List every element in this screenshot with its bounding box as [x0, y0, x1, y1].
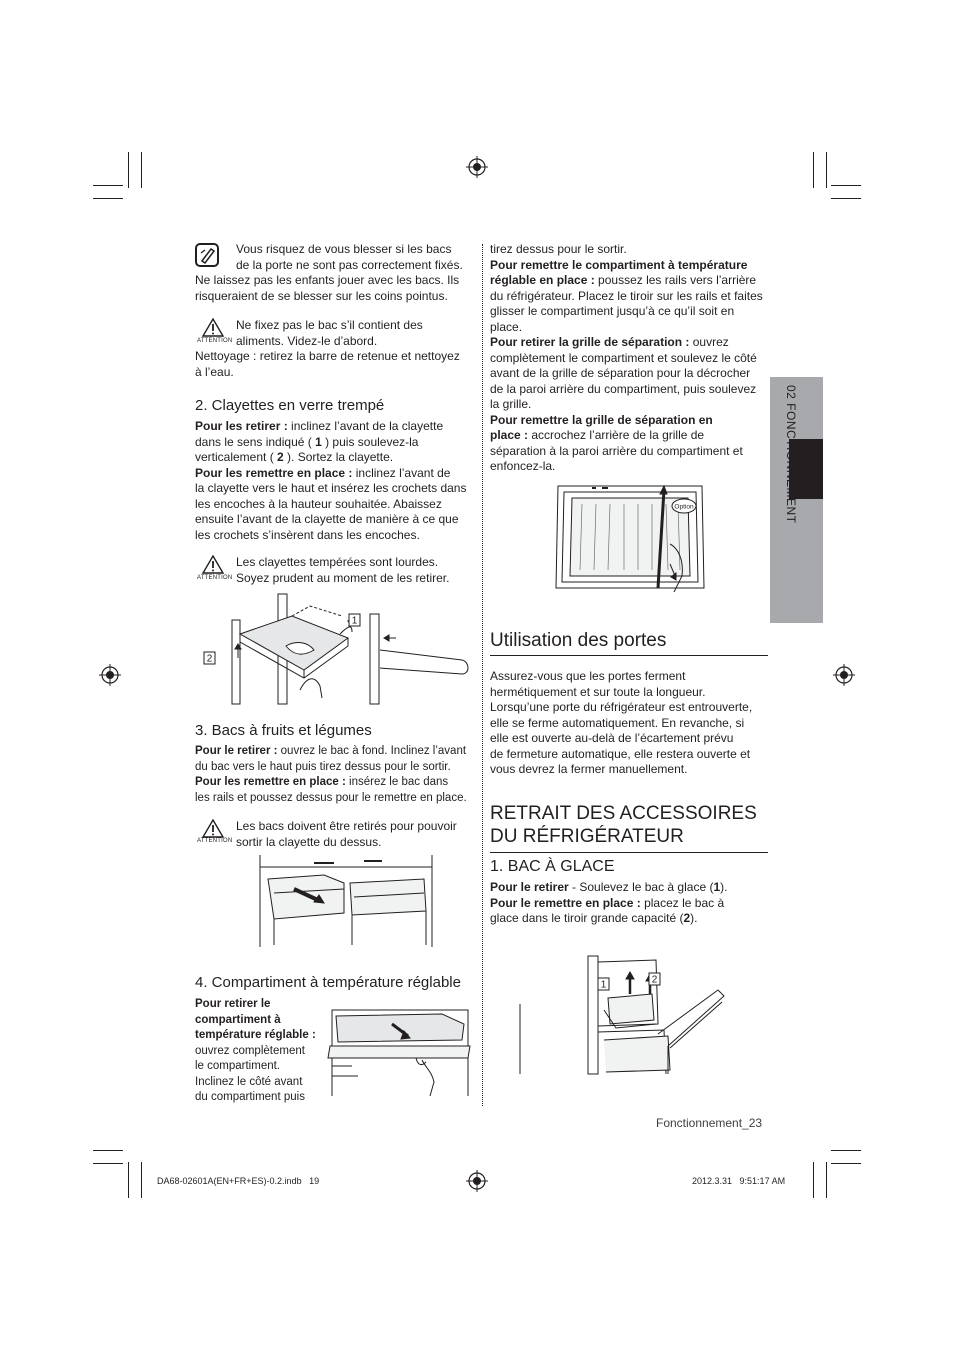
body-text: elle se ferme automatiquement. En revanche, si	[490, 715, 745, 730]
title-rule	[490, 852, 768, 853]
note-line: Ne laissez pas les enfants jouer avec les bacs. Ils	[195, 273, 460, 287]
registration-mark-icon	[466, 1170, 488, 1192]
body-text: Lorsqu’une porte du réfrigérateur est entrouverte,	[490, 700, 753, 714]
step-number: 2	[683, 911, 691, 925]
caution-line: Ne fixez pas le bac s’il contient des	[236, 318, 423, 332]
caution-label: ATTENTION	[197, 575, 233, 581]
file-info: DA68-02601A(EN+FR+ES)-0.2.indb 19	[157, 1176, 320, 1186]
body-text: - Soulevez le bac à glace (	[568, 880, 714, 894]
body-text: placez le bac à	[640, 895, 725, 910]
crop-mark	[826, 152, 827, 188]
caution-text	[236, 819, 457, 850]
body-text: la grille.	[490, 397, 532, 411]
body-text: insérez le bac dans	[345, 776, 449, 788]
body-text: du bac vers le haut puis tirez dessus pour le sortir.	[195, 760, 451, 773]
chapter-tab-label: 02 FONCTIONNEMENT	[784, 385, 798, 524]
crop-mark	[128, 1162, 129, 1198]
section-body	[490, 669, 770, 778]
crisper-drawer-illustration	[254, 853, 434, 948]
body-text: Assurez-vous que les portes ferment	[490, 669, 686, 683]
body-text: poussez les rails vers l’arrière	[594, 273, 757, 287]
caution-line: Les clayettes tempérées sont lourdes.	[236, 555, 439, 569]
caution-label: ATTENTION	[197, 338, 233, 344]
note-pencil-icon	[195, 243, 219, 267]
bold-label: Pour le retirer :	[195, 745, 278, 757]
crop-mark	[93, 1150, 123, 1151]
compartment-illustration	[322, 1006, 472, 1098]
body-text: les crochets s’insèrent dans les encoches.	[195, 527, 420, 542]
body-text: du compartiment puis	[195, 1091, 305, 1103]
step-number: 1	[713, 880, 721, 894]
bold-label: Pour les retirer :	[195, 419, 288, 433]
crop-mark	[813, 152, 814, 188]
section-body	[195, 744, 480, 806]
body-text: hermétiquement et sur toute la longueur.	[490, 684, 706, 699]
note-line: de la porte ne sont pas correctement fixés.	[236, 257, 463, 272]
section-title: 1. BAC À GLACE	[490, 858, 615, 875]
body-text: avant de la grille de séparation pour la décrocher	[490, 366, 751, 380]
body-text: complètement le compartiment et soulevez le côté	[490, 350, 757, 365]
crop-mark	[831, 1163, 861, 1164]
crop-mark	[831, 1150, 861, 1151]
caution-label: ATTENTION	[197, 838, 233, 844]
step-number: 1	[315, 434, 322, 449]
note-line: Vous risquez de vous blesser si les bacs	[236, 242, 452, 256]
ice-bin-illustration	[518, 954, 728, 1078]
chapter-title	[490, 802, 757, 848]
crop-mark	[831, 198, 861, 199]
bold-label: Pour remettre la grille de séparation en	[490, 412, 713, 427]
section-body	[490, 880, 770, 927]
figure-label: 2	[206, 653, 213, 665]
bold-label: Pour le retirer	[490, 880, 569, 894]
body-text: accrochez l’arrière de la grille de	[528, 428, 705, 442]
caution-line: aliments. Videz-le d’abord.	[236, 333, 378, 348]
body-text: dans le sens indiqué (	[195, 434, 316, 449]
option-tag: Option	[674, 503, 694, 511]
print-date: 2012.3.31 9:51:17 AM	[692, 1176, 786, 1186]
registration-mark-icon	[99, 664, 121, 686]
body-text: elle est ouverte au-delà de l’écartement prévu	[490, 731, 734, 745]
crop-mark	[831, 185, 861, 186]
section-body	[195, 419, 480, 543]
note-text-continued	[195, 273, 475, 304]
body-text: les rails et poussez dessus pour le remettre en place.	[195, 791, 467, 804]
crop-mark	[93, 1163, 123, 1164]
page-number: Fonctionnement_23	[656, 1116, 763, 1130]
caution-text	[236, 555, 449, 586]
body-text: glace dans le tiroir grande capacité (	[490, 911, 684, 925]
title-rule	[490, 655, 768, 656]
crop-mark	[141, 152, 142, 188]
body-text: ouvrez	[689, 335, 729, 349]
body-text: glisser le compartiment jusqu’à ce qu’il soit en	[490, 304, 735, 318]
section-title: 4. Compartiment à température réglable	[195, 974, 461, 991]
bold-label: Pour retirer la grille de séparation :	[490, 335, 690, 349]
bold-label: Pour les remettre en place :	[195, 776, 346, 788]
note-line: risqueraient de se blesser sur les coins pointus.	[195, 288, 448, 303]
body-text: séparation à la paroi arrière du compartiment et	[490, 443, 743, 458]
body-text: le compartiment.	[195, 1060, 281, 1072]
cleaning-line: Nettoyage : retirez la barre de retenue et nettoyez	[195, 349, 460, 363]
warning-triangle-icon	[202, 555, 224, 574]
crop-mark	[128, 152, 129, 188]
body-text: place.	[490, 319, 523, 334]
cleaning-line: à l’eau.	[195, 364, 234, 379]
figure-label: 2	[651, 974, 658, 986]
figure-label: 1	[351, 615, 358, 627]
bold-label: compartiment à	[195, 1013, 281, 1026]
bold-label: température réglable :	[195, 1029, 316, 1041]
divider-grid-illustration	[552, 484, 708, 596]
bold-label: réglable en place :	[490, 273, 595, 287]
caution-line: Les bacs doivent être retirés pour pouvoir	[236, 819, 457, 833]
body-text: tirez dessus pour le sortir.	[490, 242, 627, 256]
body-text: Inclinez le côté avant	[195, 1075, 303, 1088]
caution-text	[236, 318, 476, 349]
crop-mark	[813, 1162, 814, 1198]
registration-mark-icon	[466, 156, 488, 178]
section-title: 3. Bacs à fruits et légumes	[195, 722, 372, 739]
section-title: 2. Clayettes en verre trempé	[195, 397, 385, 414]
section-body-continued	[490, 242, 770, 475]
body-text: ouvrez complètement	[195, 1044, 305, 1057]
bold-label: Pour remettre le compartiment à température	[490, 257, 748, 272]
body-text: ). Sortez la clayette.	[283, 450, 394, 464]
body-text: de fermeture automatique, elle restera ouverte et	[490, 746, 751, 761]
crop-mark	[141, 1162, 142, 1198]
registration-mark-icon	[833, 664, 855, 686]
body-text: la clayette vers le haut et insérez les crochets dans	[195, 481, 467, 495]
body-text: ) puis soulevez-la	[321, 434, 419, 449]
chapter-title-line: RETRAIT DES ACCESSOIRES	[490, 803, 757, 824]
figure-label: 1	[600, 979, 607, 991]
body-text: ).	[720, 880, 728, 894]
body-text: inclinez l’avant de	[352, 465, 451, 480]
body-text: ).	[690, 911, 698, 925]
section-body	[195, 997, 325, 1106]
body-text: les encoches à la hauteur souhaitée. Abaissez	[195, 496, 442, 511]
crop-mark	[93, 185, 123, 186]
note-text	[236, 242, 476, 273]
warning-triangle-icon	[202, 318, 224, 337]
cleaning-text	[195, 349, 475, 380]
body-text: enfoncez-la.	[490, 459, 556, 473]
body-text: de la paroi arrière du compartiment, puis soulevez	[490, 381, 757, 396]
section-title: Utilisation des portes	[490, 630, 667, 651]
column-divider	[482, 244, 483, 1106]
caution-line: Soyez prudent au moment de les retirer.	[236, 570, 450, 585]
crop-mark	[93, 198, 123, 199]
body-text: vous devrez la fermer manuellement.	[490, 762, 688, 776]
body-text: verticalement (	[195, 450, 278, 464]
step-number: 2	[277, 450, 284, 464]
warning-triangle-icon	[202, 819, 224, 838]
bold-label: place :	[490, 428, 529, 442]
body-text: inclinez l’avant de la clayette	[287, 419, 444, 433]
glass-shelf-illustration	[200, 590, 472, 708]
body-text: ensuite l’avant de la clayette de manière à ce que	[195, 512, 459, 526]
body-text: du réfrigérateur. Placez le tiroir sur les rails et faites	[490, 288, 763, 303]
bold-label: Pour les remettre en place :	[195, 465, 353, 480]
caution-line: sortir la clayette du dessus.	[236, 834, 382, 849]
chapter-title-line: DU RÉFRIGÉRATEUR	[490, 826, 684, 847]
crop-mark	[826, 1162, 827, 1198]
bold-label: Pour le remettre en place :	[490, 895, 641, 910]
body-text: ouvrez le bac à fond. Inclinez l’avant	[277, 745, 467, 757]
bold-label: Pour retirer le	[195, 998, 271, 1010]
